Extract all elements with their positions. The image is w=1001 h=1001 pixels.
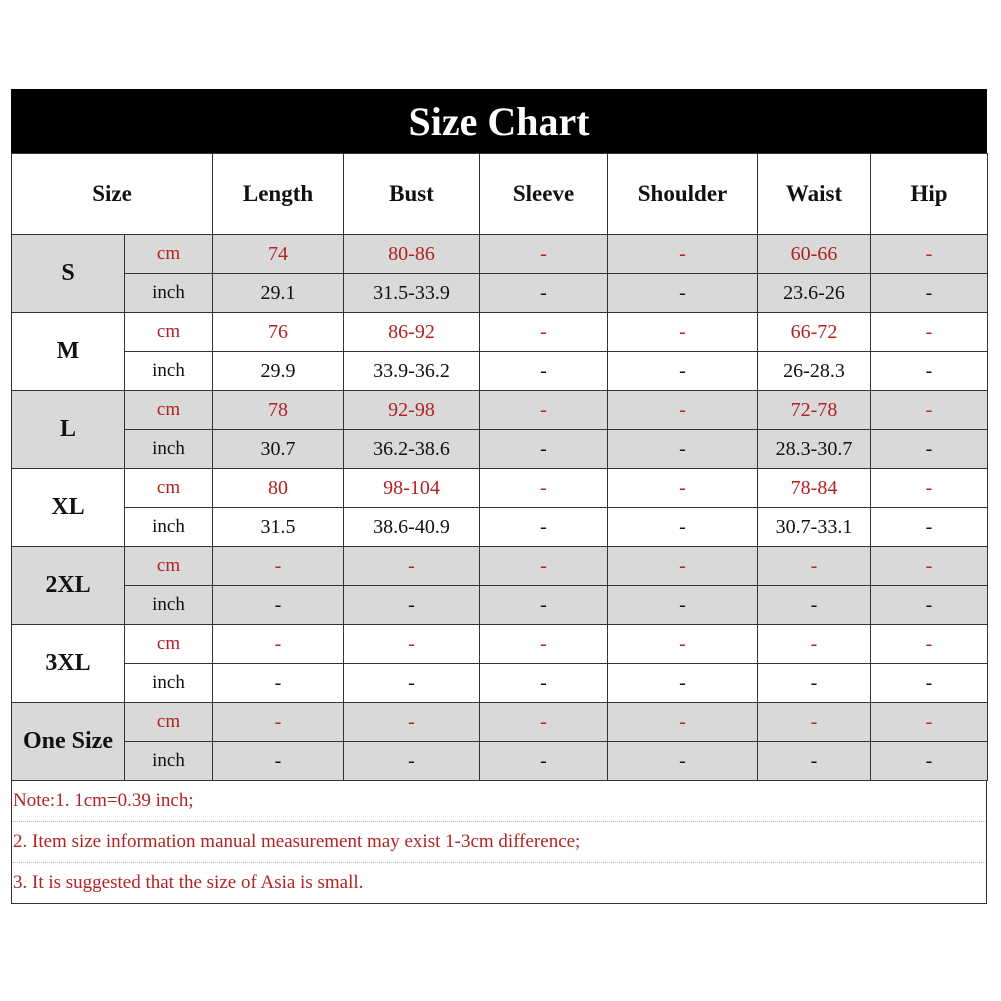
measurement-cell: - (871, 430, 988, 469)
measurement-cell: - (758, 586, 871, 625)
table-row (12, 508, 988, 547)
header-waist: Waist (758, 154, 871, 235)
table-row (12, 235, 988, 274)
measurement-cell: 38.6-40.9 (344, 508, 480, 547)
unit-label: cm (125, 547, 213, 586)
size-label: XL (12, 469, 125, 547)
measurement-cell: - (758, 703, 871, 742)
measurement-cell: 23.6-26 (758, 274, 871, 313)
measurement-cell: 86-92 (344, 313, 480, 352)
measurement-cell: 76 (213, 313, 344, 352)
measurement-cell: - (480, 352, 608, 391)
chart-title: Size Chart (11, 89, 987, 153)
measurement-cell: 29.9 (213, 352, 344, 391)
measurement-cell: 31.5 (213, 508, 344, 547)
measurement-cell: - (871, 625, 988, 664)
measurement-cell: - (608, 664, 758, 703)
measurement-cell: - (344, 742, 480, 781)
measurement-cell: - (871, 703, 988, 742)
measurement-cell: - (480, 625, 608, 664)
measurement-cell: - (344, 547, 480, 586)
measurement-cell: - (213, 625, 344, 664)
size-label: 3XL (12, 625, 125, 703)
measurement-cell: - (480, 508, 608, 547)
measurement-cell: - (213, 586, 344, 625)
measurement-cell: - (213, 664, 344, 703)
unit-label: inch (125, 274, 213, 313)
unit-label: inch (125, 430, 213, 469)
measurement-cell: - (480, 313, 608, 352)
measurement-cell: - (608, 430, 758, 469)
measurement-cell: - (480, 586, 608, 625)
measurement-cell: - (871, 664, 988, 703)
measurement-cell: 98-104 (344, 469, 480, 508)
unit-label: inch (125, 508, 213, 547)
measurement-cell: - (608, 625, 758, 664)
measurement-cell: - (758, 625, 871, 664)
measurement-cell: - (871, 742, 988, 781)
measurement-cell: - (608, 274, 758, 313)
measurement-cell: - (871, 469, 988, 508)
measurement-cell: - (608, 508, 758, 547)
measurement-cell: - (480, 274, 608, 313)
measurement-cell: 60-66 (758, 235, 871, 274)
measurement-cell: - (608, 352, 758, 391)
measurement-cell: - (871, 313, 988, 352)
table-row (12, 352, 988, 391)
measurement-cell: - (480, 235, 608, 274)
measurement-cell: 28.3-30.7 (758, 430, 871, 469)
header-sleeve: Sleeve (480, 154, 608, 235)
size-label: L (12, 391, 125, 469)
unit-label: cm (125, 469, 213, 508)
unit-label: inch (125, 742, 213, 781)
measurement-cell: 30.7 (213, 430, 344, 469)
note-2: 2. Item size information manual measurement may exist 1-3cm difference; (12, 822, 986, 863)
table-row (12, 313, 988, 352)
measurement-cell: - (608, 703, 758, 742)
table-row (12, 430, 988, 469)
table-row (12, 274, 988, 313)
unit-label: cm (125, 625, 213, 664)
measurement-cell: 26-28.3 (758, 352, 871, 391)
measurement-cell: - (344, 625, 480, 664)
measurement-cell: 31.5-33.9 (344, 274, 480, 313)
measurement-cell: - (480, 547, 608, 586)
unit-label: inch (125, 352, 213, 391)
measurement-cell: - (344, 703, 480, 742)
table-row (12, 625, 988, 664)
measurement-cell: - (871, 274, 988, 313)
unit-label: inch (125, 586, 213, 625)
measurement-cell: - (758, 742, 871, 781)
measurement-cell: - (213, 703, 344, 742)
measurement-cell: 72-78 (758, 391, 871, 430)
size-label: 2XL (12, 547, 125, 625)
note-1: Note:1. 1cm=0.39 inch; (12, 781, 986, 822)
table-row (12, 742, 988, 781)
measurement-cell: - (608, 235, 758, 274)
unit-label: cm (125, 391, 213, 430)
measurement-cell: - (608, 391, 758, 430)
unit-label: inch (125, 664, 213, 703)
measurement-cell: - (608, 469, 758, 508)
unit-label: cm (125, 235, 213, 274)
table-row (12, 547, 988, 586)
table-row (12, 469, 988, 508)
header-bust: Bust (344, 154, 480, 235)
size-label: S (12, 235, 125, 313)
measurement-cell: - (608, 547, 758, 586)
measurement-cell: - (871, 352, 988, 391)
notes (11, 781, 987, 904)
measurement-cell: - (758, 547, 871, 586)
measurement-cell: - (871, 391, 988, 430)
measurement-cell: 80 (213, 469, 344, 508)
measurement-cell: - (871, 586, 988, 625)
measurement-cell: 78-84 (758, 469, 871, 508)
size-table-body (12, 235, 988, 781)
header-shoulder: Shoulder (608, 154, 758, 235)
table-row (12, 391, 988, 430)
table-row (12, 664, 988, 703)
header-size: Size (12, 154, 213, 235)
measurement-cell: 78 (213, 391, 344, 430)
measurement-cell: 80-86 (344, 235, 480, 274)
size-table (11, 153, 988, 781)
header-length: Length (213, 154, 344, 235)
size-label: One Size (12, 703, 125, 781)
measurement-cell: - (344, 664, 480, 703)
table-row (12, 703, 988, 742)
size-label: M (12, 313, 125, 391)
header-row (12, 154, 988, 235)
measurement-cell: - (480, 742, 608, 781)
measurement-cell: - (213, 547, 344, 586)
measurement-cell: - (608, 742, 758, 781)
measurement-cell: - (344, 586, 480, 625)
measurement-cell: 29.1 (213, 274, 344, 313)
measurement-cell: - (871, 508, 988, 547)
measurement-cell: - (480, 430, 608, 469)
unit-label: cm (125, 703, 213, 742)
measurement-cell: - (871, 547, 988, 586)
measurement-cell: 36.2-38.6 (344, 430, 480, 469)
measurement-cell: 74 (213, 235, 344, 274)
measurement-cell: - (608, 313, 758, 352)
measurement-cell: 30.7-33.1 (758, 508, 871, 547)
table-row (12, 586, 988, 625)
measurement-cell: - (480, 703, 608, 742)
header-hip: Hip (871, 154, 988, 235)
measurement-cell: - (608, 586, 758, 625)
measurement-cell: - (758, 664, 871, 703)
size-chart (11, 89, 987, 904)
measurement-cell: 66-72 (758, 313, 871, 352)
note-3: 3. It is suggested that the size of Asia is small. (13, 872, 364, 893)
measurement-cell: - (480, 391, 608, 430)
measurement-cell: 92-98 (344, 391, 480, 430)
measurement-cell: - (871, 235, 988, 274)
measurement-cell: 33.9-36.2 (344, 352, 480, 391)
measurement-cell: - (480, 469, 608, 508)
measurement-cell: - (213, 742, 344, 781)
unit-label: cm (125, 313, 213, 352)
measurement-cell: - (480, 664, 608, 703)
